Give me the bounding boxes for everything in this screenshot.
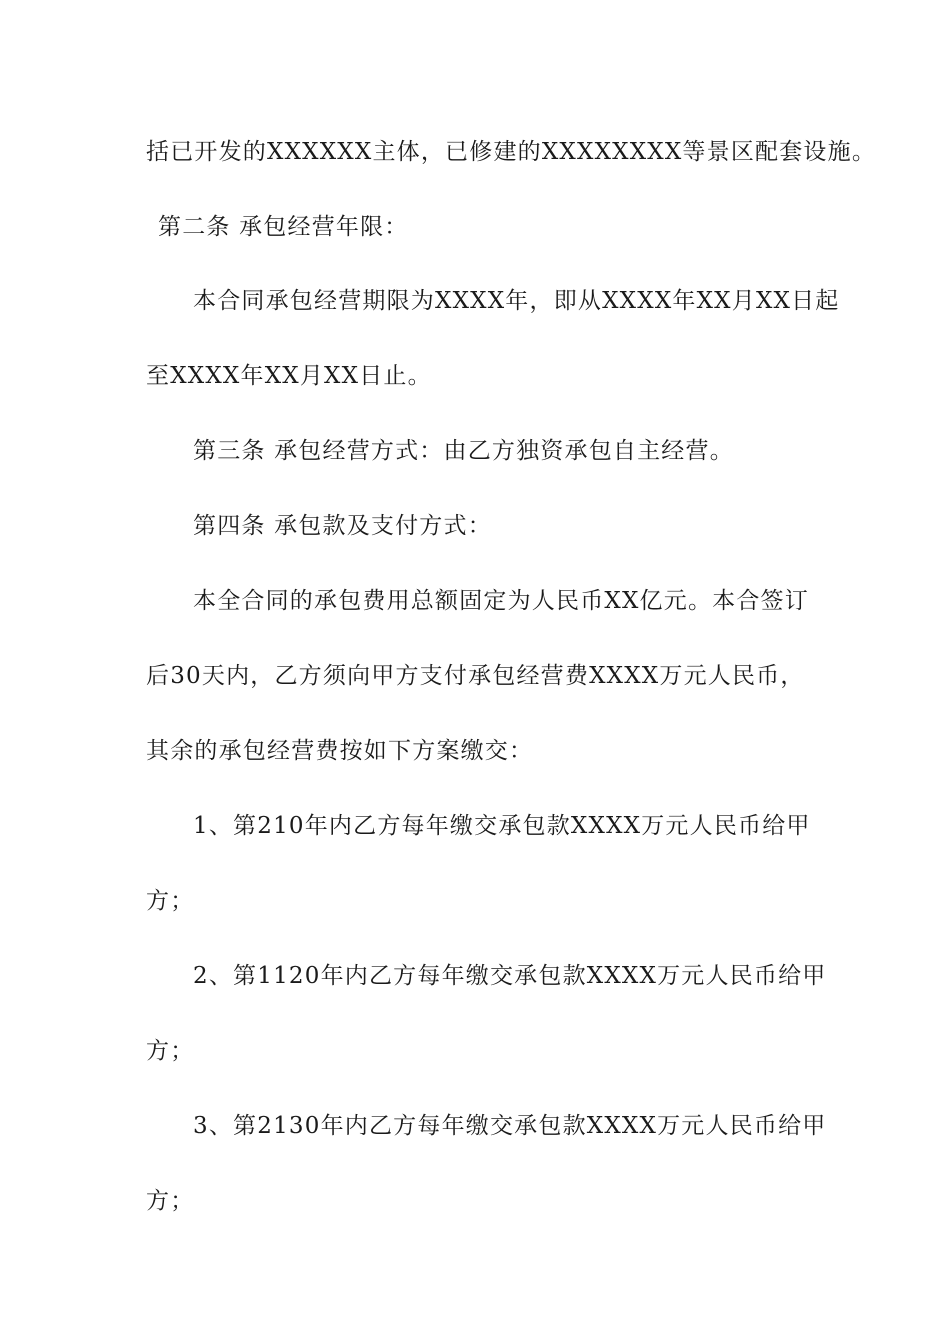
body-text-line: 本合同承包经营期限为XXXX年，即从XXXX年XX月XX日起 [193, 288, 840, 314]
list-item-continuation: 方； [146, 1038, 195, 1064]
body-text-line: 括已开发的XXXXXX主体，已修建的XXXXXXXX等景区配套设施。 [146, 139, 877, 165]
list-item-continuation: 方； [146, 888, 195, 914]
list-item-continuation: 方； [146, 1188, 195, 1214]
article-heading: 第三条 承包经营方式：由乙方独资承包自主经营。 [193, 438, 734, 464]
body-text-line: 本全合同的承包费用总额固定为人民币XX亿元。本合签订 [193, 588, 809, 614]
article-heading: 第四条 承包款及支付方式： [193, 513, 492, 539]
article-heading: 第二条 承包经营年限： [158, 214, 409, 240]
body-text-line: 至XXXX年XX月XX日止。 [146, 363, 432, 389]
list-item: 2、第1120年内乙方每年缴交承包款XXXX万元人民币给甲 [193, 963, 827, 989]
body-text-line: 其余的承包经营费按如下方案缴交： [146, 738, 534, 764]
body-text-line: 后30天内，乙方须向甲方支付承包经营费XXXX万元人民币， [146, 663, 805, 689]
list-item: 3、第2130年内乙方每年缴交承包款XXXX万元人民币给甲 [193, 1113, 827, 1139]
list-item: 1、第210年内乙方每年缴交承包款XXXX万元人民币给甲 [193, 813, 811, 839]
